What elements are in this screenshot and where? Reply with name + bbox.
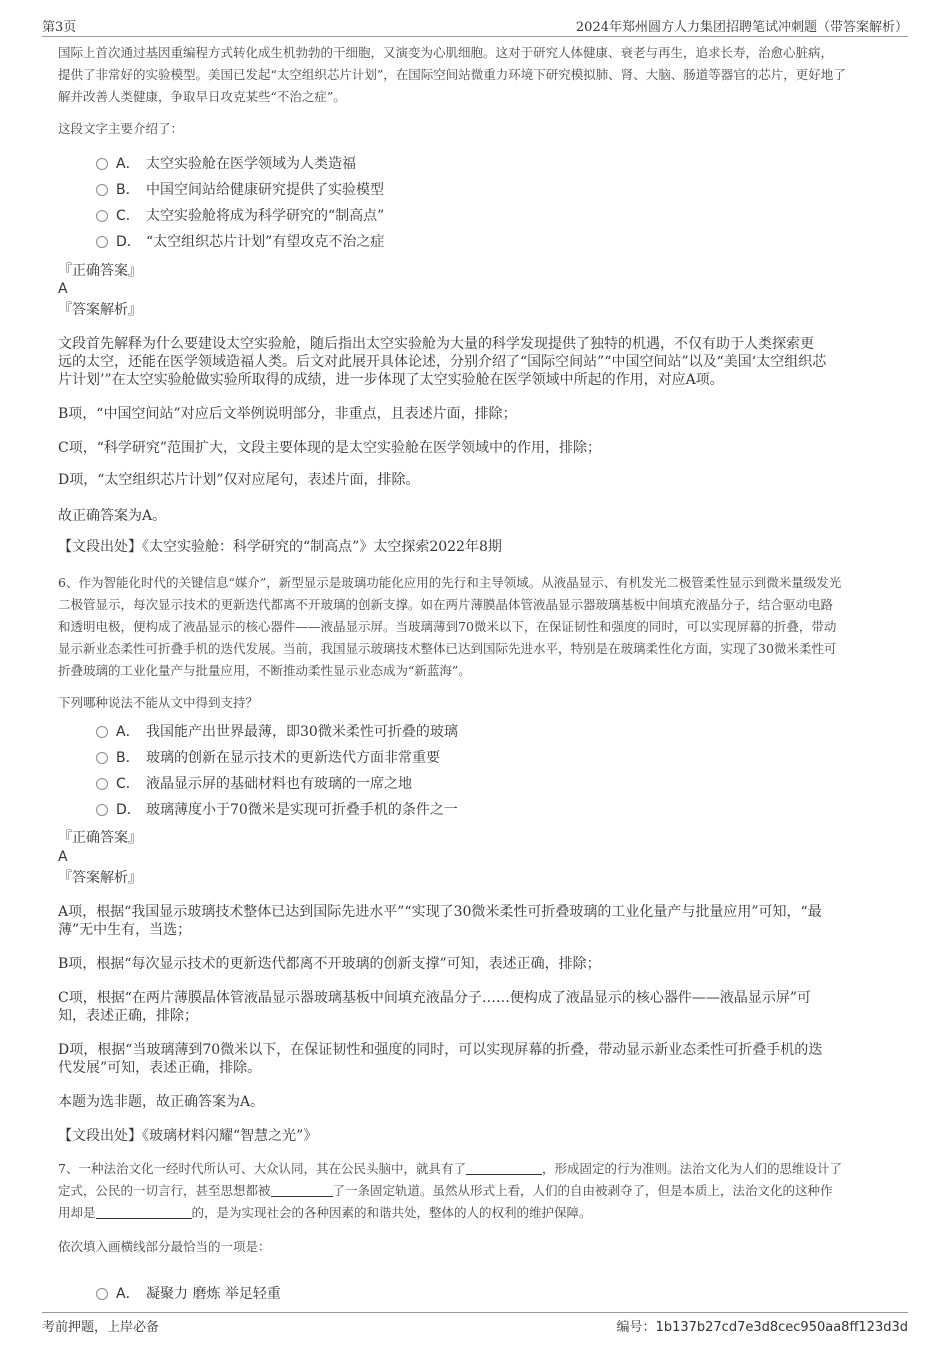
q5-question: 这段文字主要介绍了： (58, 121, 184, 136)
q6-passage-line-4: 显示新业态柔性可折叠手机的迭代发展。当前，我国显示玻璃技术整体已达到国际先进水平，特别是在玻璃柔性化方面，实现了30微米柔性可 (58, 641, 837, 656)
q6-option-a[interactable]: A． 我国能产出世界最薄，即30微米柔性可折叠的玻璃 (96, 722, 458, 742)
radio-icon[interactable] (96, 158, 108, 170)
q5-analysis-p1-l2: 远的太空，还能在医学领域造福人类。后文对此展开具体论述，分别介绍了“国际空间站”“中国空间站”以及“美国‘太空组织芯 (58, 354, 827, 370)
q7-option-a[interactable]: A． 凝聚力 磨炼 举足轻重 (96, 1284, 281, 1304)
q6-source: 【文段出处】《玻璃材料闪耀“智慧之光”》 (58, 1128, 318, 1144)
q5-option-c[interactable]: C． 太空实验舱将成为科学研究的“制高点” (96, 206, 384, 226)
q6-analysis-d-l2: 代发展”可知，表述正确，排除。 (58, 1060, 262, 1076)
radio-icon[interactable] (96, 778, 108, 790)
radio-icon[interactable] (96, 804, 108, 816)
q7-passage-line-2: 定式，公民的一切言行，甚至思想都被 了一条固定轨道。虽然从形式上看，人们的自由被剥夺了，但是本质上，法治文化的这种作 (58, 1183, 833, 1198)
radio-icon[interactable] (96, 236, 108, 248)
q5-conclusion: 故正确答案为A。 (58, 508, 167, 524)
q6-analysis-c-l2: 知，表述正确，排除； (58, 1008, 198, 1024)
document-code: 编号：1b137b27cd7e3d8cec950aa8ff123d3d (616, 1320, 908, 1335)
page-footer (42, 1312, 908, 1337)
radio-icon[interactable] (96, 1288, 108, 1300)
q6-passage-line-3: 和透明电极，便构成了液晶显示的核心器件——液晶显示屏。当玻璃薄到70微米以下，在保证韧性和强度的同时，可以实现屏幕的折叠，带动 (58, 619, 837, 634)
q6-conclusion: 本题为选非题，故正确答案为A。 (58, 1094, 265, 1110)
q6-answer-label: 『正确答案』 (58, 830, 142, 846)
q5-option-a[interactable]: A． 太空实验舱在医学领域为人类造福 (96, 154, 356, 174)
q7-blank-2[interactable] (271, 1182, 333, 1197)
q5-passage-line-2: 提供了非常好的实验模型。美国已发起“太空组织芯片计划”，在国际空间站微重力环境下研究模拟肺、肾、大脑、肠道等器官的芯片，更好地了 (58, 67, 846, 82)
radio-icon[interactable] (96, 210, 108, 222)
q5-answer: A (58, 281, 68, 297)
q5-analysis-c: C项，“科学研究”范围扩大，文段主要体现的是太空实验舱在医学领域中的作用，排除； (58, 440, 602, 456)
q5-analysis-p1-l3: 片计划’”在太空实验舱做实验所取得的成绩，进一步体现了太空实验舱在医学领域中所起的作用，对应A项。 (58, 372, 724, 388)
q6-analysis-a-l1: A项，根据“我国显示玻璃技术整体已达到国际先进水平”“实现了30微米柔性可折叠玻璃的工业化量产与批量应用”可知，“最 (58, 904, 822, 920)
document-title: 2024年郑州圆方人力集团招聘笔试冲刺题（带答案解析） (575, 20, 908, 35)
footer-slogan: 考前押题，上岸必备 (42, 1320, 160, 1335)
q5-analysis-p1-l1: 文段首先解释为什么要建设太空实验舱，随后指出太空实验舱为大量的科学发现提供了独特的机遇，不仅有助于人类探索更 (58, 336, 814, 352)
q6-passage-line-1: 6、作为智能化时代的关键信息“媒介”，新型显示是玻璃功能化应用的先行和主导领域。从液晶显示、有机发光二极管柔性显示到微米量级发光 (58, 575, 842, 590)
radio-icon[interactable] (96, 184, 108, 196)
q6-passage-line-5: 折叠玻璃的工业化量产与批量应用，不断推动柔性显示业态成为“新蓝海”。 (58, 663, 471, 678)
q6-option-b[interactable]: B． 玻璃的创新在显示技术的更新迭代方面非常重要 (96, 748, 440, 768)
radio-icon[interactable] (96, 752, 108, 764)
q6-analysis-b: B项，根据“每次显示技术的更新迭代都离不开玻璃的创新支撑”可知，表述正确，排除； (58, 956, 601, 972)
page-header (42, 14, 908, 37)
radio-icon[interactable] (96, 726, 108, 738)
q5-source: 【文段出处】《太空实验舱：科学研究的“制高点”》太空探索2022年8期 (58, 539, 502, 555)
q5-option-b[interactable]: B． 中国空间站给健康研究提供了实验模型 (96, 180, 384, 200)
q6-analysis-label: 『答案解析』 (58, 870, 142, 886)
q7-passage-line-1: 7、一种法治文化一经时代所认可、大众认同，其在公民头脑中，就具有了 ，形成固定的行为准则。法治文化为人们的思维设计了 (58, 1161, 842, 1176)
q5-analysis-d: D项，“太空组织芯片计划”仅对应尾句，表述片面，排除。 (58, 472, 420, 488)
q6-analysis-a-l2: 薄”无中生有，当选； (58, 922, 192, 938)
q5-option-d[interactable]: D． “太空组织芯片计划”有望攻克不治之症 (96, 232, 384, 252)
q6-option-d[interactable]: D． 玻璃薄度小于70微米是实现可折叠手机的条件之一 (96, 800, 458, 820)
q6-option-c[interactable]: C． 液晶显示屏的基础材料也有玻璃的一席之地 (96, 774, 412, 794)
q6-question: 下列哪种说法不能从文中得到支持？ (58, 695, 259, 710)
q5-passage-line-1: 国际上首次通过基因重编程方式转化成生机勃勃的干细胞，又演变为心肌细胞。这对于研究人体健康、衰老与再生，追求长寿，治愈心脏病， (58, 45, 834, 60)
q7-passage-line-3: 用却是 的，是为实现社会的各种因素的和谐共处，整体的人的权利的维护保障。 (58, 1205, 592, 1220)
page-number: 第3页 (42, 20, 77, 35)
q5-analysis-b: B项，“中国空间站”对应后文举例说明部分，非重点，且表述片面，排除； (58, 406, 517, 422)
q6-analysis-d-l1: D项，根据“当玻璃薄到70微米以下，在保证韧性和强度的同时，可以实现屏幕的折叠，带动显示新业态柔性可折叠手机的迭 (58, 1042, 823, 1058)
q5-analysis-label: 『答案解析』 (58, 302, 142, 318)
q5-passage-line-3: 解并改善人类健康，争取早日攻克某些“不治之症”。 (58, 89, 346, 104)
q6-analysis-c-l1: C项，根据“在两片薄膜晶体管液晶显示器玻璃基板中间填充液晶分子……便构成了液晶显示的核心器件——液晶显示屏”可 (58, 990, 812, 1006)
q5-answer-label: 『正确答案』 (58, 263, 142, 279)
q7-blank-3[interactable] (96, 1204, 192, 1219)
q6-passage-line-2: 二极管显示，每次显示技术的更新迭代都离不开玻璃的创新支撑。如在两片薄膜晶体管液晶显示器玻璃基板中间填充液晶分子，结合驱动电路 (58, 597, 834, 612)
q7-question: 依次填入画横线部分最恰当的一项是： (58, 1239, 271, 1254)
q7-blank-1[interactable] (466, 1160, 542, 1175)
q6-answer: A (58, 849, 68, 865)
